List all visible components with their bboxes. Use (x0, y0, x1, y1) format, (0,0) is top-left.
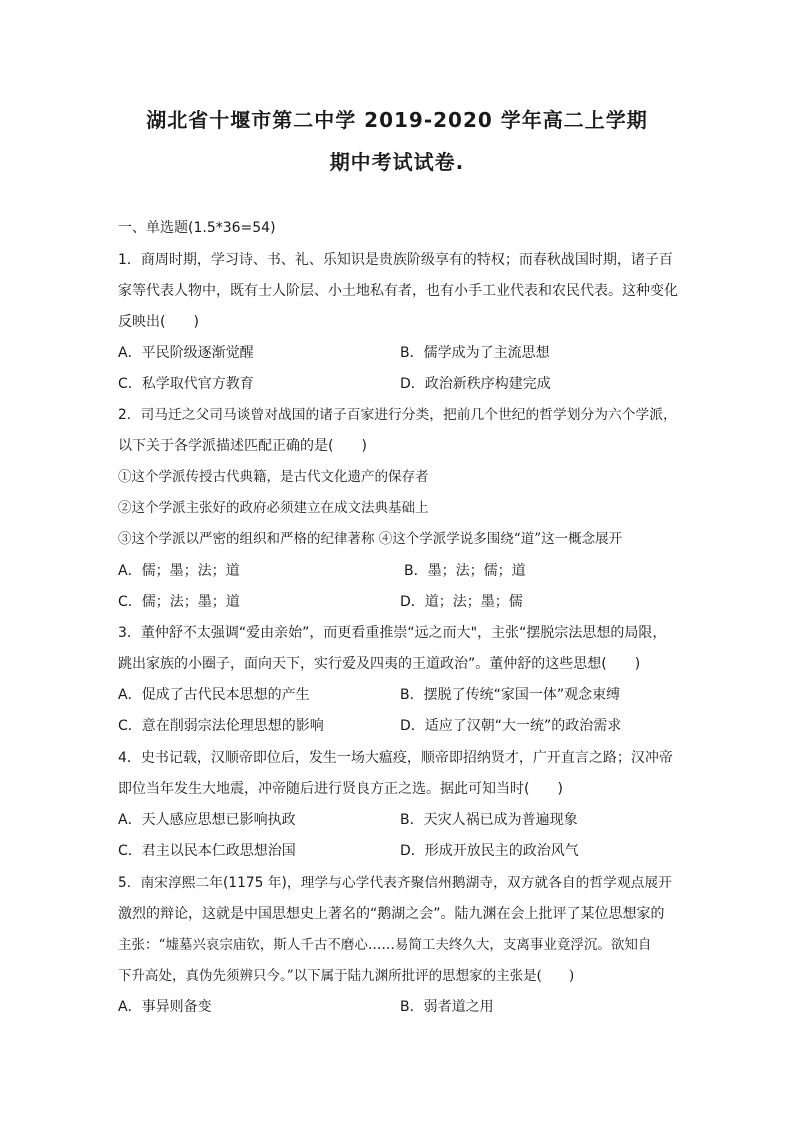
q1-option-a: A．平民阶级逐渐觉醒 (118, 345, 254, 361)
q5-stem-line: 下升高处，真伪先须辨只今。”以下属于陆九渊所批评的思想家的主张是( ) (118, 968, 575, 984)
q2-option-d: D．道；法；墨；儒 (400, 594, 523, 610)
q4-option-a: A．天人感应思想已影响执政 (118, 812, 296, 828)
q2-note: ③这个学派以严密的组织和严格的纪律著称 ④这个学派学说多围绕“道”这一概念展开 (118, 531, 623, 547)
exam-title-line1: 湖北省十堰市第二中学 2019-2020 学年高二上学期 (146, 108, 648, 132)
q3-stem-line: 跳出家族的小圈子，面向天下，实行爱及四夷的王道政治”。董仲舒的这些思想( ) (118, 656, 641, 672)
q4-stem-line: 4．史书记载，汉顺帝即位后，发生一场大瘟疫，顺帝即招纳贤才，广开直言之路；汉冲帝 (118, 750, 673, 766)
q1-stem-line: 反映出( ) (118, 314, 199, 330)
q3-option-c: C．意在削弱宗法伦理思想的影响 (118, 718, 324, 734)
q5-option-a: A．事异则备变 (118, 999, 212, 1015)
q2-option-c: C．儒；法；墨；道 (118, 594, 240, 610)
q1-option-c: C．私学取代官方教育 (118, 376, 254, 392)
q3-option-b: B．摆脱了传统“家国一体”观念束缚 (400, 687, 621, 703)
q4-stem-line: 即位当年发生大地震，冲帝随后进行贤良方正之选。据此可知当时( ) (118, 781, 563, 797)
q4-option-b: B．天灾人祸已成为普遍现象 (400, 812, 578, 828)
q5-stem-line: 5．南宋淳熙二年(1175 年)，理学与心学代表齐聚信州鹅湖寺，双方就各自的哲学观点展开 (118, 875, 672, 891)
q3-option-a: A．促成了古代民本思想的产生 (118, 687, 310, 703)
q1-stem-line: 1．商周时期，学习诗、书、礼、乐知识是贵族阶级享有的特权；而春秋战国时期，诸子百 (118, 252, 673, 268)
q2-note: ②这个学派主张好的政府必须建立在成文法典基础上 (118, 500, 429, 516)
q2-stem-line: 以下关于各学派描述匹配正确的是( ) (118, 438, 367, 454)
q2-stem-line: 2．司马迁之父司马谈曾对战国的诸子百家进行分类，把前几个世纪的哲学划分为六个学派， (118, 407, 677, 423)
q4-option-c: C．君主以民本仁政思想治国 (118, 843, 296, 859)
q4-option-d: D．形成开放民主的政治风气 (400, 843, 579, 859)
q1-option-d: D．政治新秩序构建完成 (400, 376, 551, 392)
q2-note: ①这个学派传授古代典籍，是古代文化遗产的保存者 (118, 469, 429, 485)
q3-option-d: D．适应了汉朝“大一统”的政治需求 (400, 718, 622, 734)
section-heading: 一、单选题(1.5*36=54) (118, 220, 276, 236)
q5-option-b: B．弱者道之用 (400, 999, 494, 1015)
q1-option-b: B．儒学成为了主流思想 (400, 345, 550, 361)
q2-option-b: B．墨；法；儒；道 (404, 563, 526, 579)
q2-option-a: A．儒；墨；法；道 (118, 563, 240, 579)
q5-stem-line: 主张：“墟墓兴哀宗庙钦，斯人千古不磨心……易简工夫终久大，支离事业竟浮沉。欲知自 (118, 937, 652, 953)
q3-stem-line: 3．董仲舒不太强调“爱由亲始”，而更看重推崇“远之而大"，主张“摆脱宗法思想的局限， (118, 625, 667, 641)
q1-stem-line: 家等代表人物中，既有士人阶层、小土地私有者，也有小手工业代表和农民代表。这种变化 (118, 283, 678, 299)
exam-title-line2: 期中考试试卷. (329, 150, 465, 174)
q5-stem-line: 激烈的辩论，这就是中国思想史上著名的“鹅湖之会”。陆九渊在会上批评了某位思想家的 (118, 906, 665, 922)
